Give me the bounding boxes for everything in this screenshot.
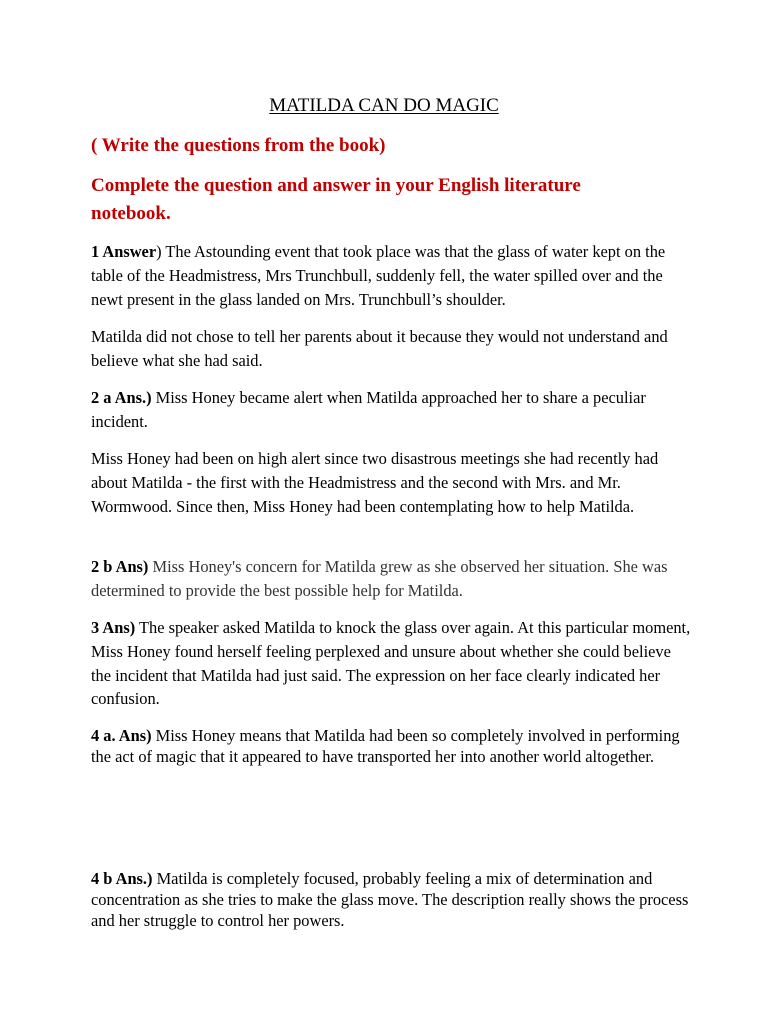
answer-1-label: 1 Answer [91, 242, 157, 261]
answer-3-label: 3 Ans) [91, 618, 136, 637]
document-title: MATILDA CAN DO MAGIC [269, 95, 499, 116]
answer-4a-label: 4 a. Ans) [91, 726, 152, 745]
answer-2b-label: 2 b Ans) [91, 557, 149, 576]
answer-1-label-suffix: ) [156, 242, 162, 261]
answer-2b-paragraph [91, 555, 691, 603]
answer-4a-text: Miss Honey means that Matilda had been so completely involved in performing the act of magic that it appeared to have transported her into another world altogether. [91, 726, 680, 766]
answer-1-paragraph [91, 240, 691, 311]
instruction-write-questions: ( Write the questions from the book) [91, 135, 386, 156]
answer-1-continuation-text: Matilda did not chose to tell her parents about it because they would not understand and believe what she had said. [91, 327, 668, 370]
answer-4b-text: Matilda is completely focused, probably feeling a mix of determination and concentration as she tries to make the glass move. The description really shows the process and her struggle to control her powers. [91, 869, 689, 930]
answer-4a-paragraph [91, 725, 691, 767]
answer-2a-paragraph [91, 386, 691, 434]
answer-1-text: The Astounding event that took place was that the glass of water kept on the table of the Headmistress, Mrs Trunchbull, suddenly fell, the water spilled over and the newt present in the glass landed on Mrs. Trunchbull’s shoulder. [91, 242, 666, 309]
instruction-complete-notebook: Complete the question and answer in your English literature notebook. [91, 175, 581, 224]
answer-2a-continuation-text: Miss Honey had been on high alert since two disastrous meetings she had recently had about Matilda - the first with the Headmistress and the second with Mrs. and Mr. Wormwood. Since then, Miss Honey had been contemplating how to help Matilda. [91, 449, 659, 516]
answer-4b-label: 4 b Ans.) [91, 869, 153, 888]
answer-2a-continuation [91, 447, 691, 518]
answer-3-text: The speaker asked Matilda to knock the glass over again. At this particular moment, Miss Honey found herself feeling perplexed and unsure about whether she could believe the incident that Matilda had just said. The expression on her face clearly indicated her confusion. [91, 618, 691, 709]
answer-2a-label: 2 a Ans.) [91, 388, 152, 407]
answer-2a-text: Miss Honey became alert when Matilda approached her to share a peculiar incident. [91, 388, 646, 431]
answer-3-paragraph [91, 616, 691, 711]
answer-4b-paragraph [91, 868, 691, 931]
answer-2b-text: Miss Honey's concern for Matilda grew as she observed her situation. She was determined to provide the best possible help for Matilda. [91, 557, 668, 600]
answer-1-continuation [91, 325, 691, 373]
